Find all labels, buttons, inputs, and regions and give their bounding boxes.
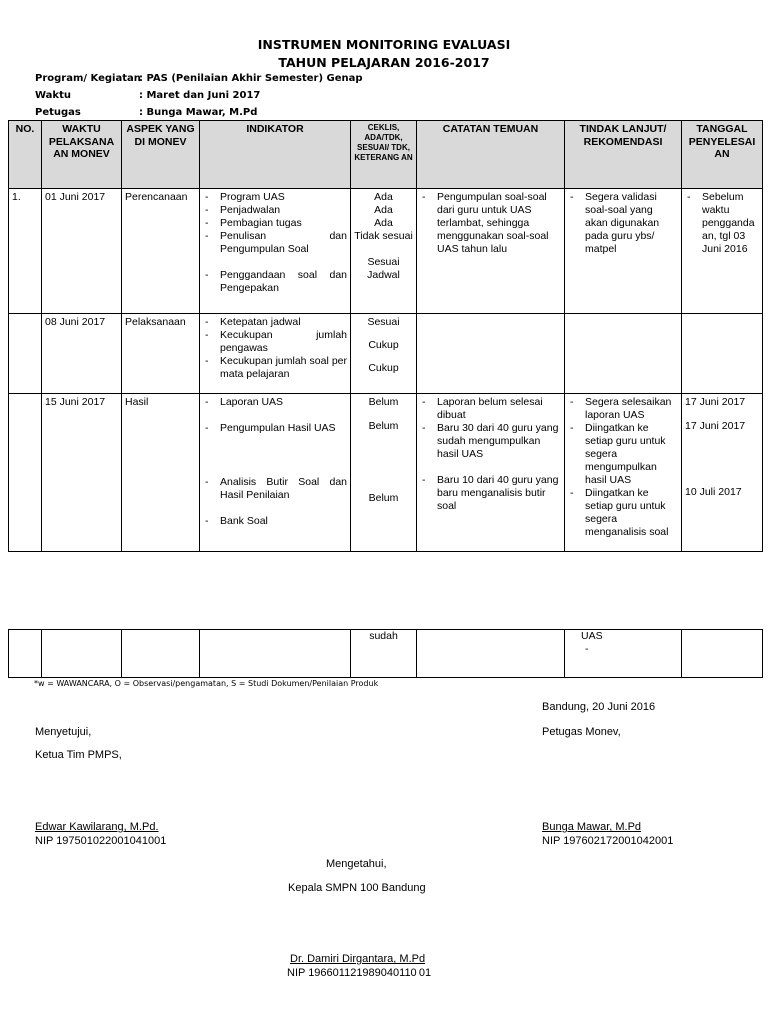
waktu-label: Waktu	[35, 90, 71, 101]
list-item: - Diingatkan ke setiap guru untuk segera mengumpulkan hasil UAS	[568, 422, 678, 487]
tanggal-value: 10 Juli 2017	[685, 486, 742, 498]
tanggal-value: 17 Juni 2017	[685, 396, 746, 408]
row1-catatan	[417, 189, 565, 314]
row1-tindak	[565, 189, 682, 314]
header-waktu: WAKTU PELAKSANA AN MONEV	[42, 121, 122, 189]
cont-no	[9, 630, 42, 678]
cont-tindak	[565, 630, 682, 678]
petugas-value: : Bunga Mawar, M.Pd	[139, 107, 258, 118]
list-item: - Penjadwalan	[203, 204, 347, 217]
list-item: - Kecukupan jumlah soal per mata pelajaran	[203, 355, 347, 381]
row3-tindak	[565, 394, 682, 552]
cont-aspek	[122, 630, 200, 678]
list-item: - Program UAS	[203, 191, 347, 204]
row3-catatan	[417, 394, 565, 552]
list-item: - Sebelum waktu pengganda an, tgl 03 Juni 2016	[685, 191, 759, 256]
cont-ceklis: sudah	[351, 630, 417, 678]
header-ceklis: CEKLIS, ADA/TDK, SESUAI/ TDK, KETERANG AN	[351, 121, 417, 189]
header-tanggal: TANGGAL PENYELESAI AN	[682, 121, 763, 189]
list-item: - Segera validasi soal-soal yang akan digunakan pada guru ybs/ matpel	[568, 191, 678, 256]
row1-indikator	[200, 189, 351, 314]
ceklis-value: Ada	[374, 191, 393, 203]
menyetujui: Menyetujui,	[35, 726, 92, 738]
list-item: - Laporan UAS	[203, 396, 347, 409]
header-indikator: INDIKATOR	[200, 121, 351, 189]
place-date: Bandung, 20 Juni 2016	[542, 701, 656, 713]
list-item: - Penggandaan soal dan Pengepakan	[203, 269, 347, 295]
row3-indikator	[200, 394, 351, 552]
ceklis-value: Belum	[368, 492, 399, 504]
document-subtitle: TAHUN PELAJARAN 2016-2017	[278, 55, 490, 70]
row2-ceklis	[351, 314, 417, 394]
row1-ceklis	[351, 189, 417, 314]
row2-no	[9, 314, 42, 394]
list-item: - Penulisan dan Pengumpulan Soal	[203, 230, 347, 256]
cont-tanggal	[682, 630, 763, 678]
list-item: - Pengumpulan Hasil UAS	[203, 422, 347, 435]
ceklis-value: Cukup	[368, 339, 399, 351]
list-item: - Baru 30 dari 40 guru yang sudah mengumpulkan hasil UAS	[420, 422, 561, 461]
cont-indikator	[200, 630, 351, 678]
list-item: - Pengumpulan soal-soal dari guru untuk UAS terlambat, sehingga menggunakan soal-soal UAS tahun lalu	[420, 191, 561, 256]
ceklis-value: Belum	[368, 420, 399, 432]
ceklis-value: Sesuai Jadwal	[367, 256, 400, 281]
row3-ceklis	[351, 394, 417, 552]
table-row	[9, 189, 763, 314]
list-item: - Laporan belum selesai dibuat	[420, 396, 561, 422]
list-item: - Kecukupan jumlah pengawas	[203, 329, 347, 355]
row3-waktu: 15 Juni 2017	[42, 394, 122, 552]
list-item: - Diingatkan ke setiap guru untuk segera menganalisis soal	[568, 487, 678, 539]
row2-waktu: 08 Juni 2017	[42, 314, 122, 394]
row3-aspek: Hasil	[122, 394, 200, 552]
row1-waktu: 01 Juni 2017	[42, 189, 122, 314]
row2-tindak	[565, 314, 682, 394]
list-item: - Baru 10 dari 40 guru yang baru menganalisis butir soal	[420, 474, 561, 513]
ceklis-value: Ada	[374, 217, 393, 229]
footnote: *w = WAWANCARA, O = Observasi/pengamatan, S = Studi Dokumen/Penilaian Produk	[34, 679, 379, 688]
list-item: - Bank Soal	[203, 515, 347, 528]
bottom-signer-nip: NIP 196601121989040110 01	[287, 967, 432, 979]
ceklis-value: Sesuai	[367, 316, 400, 328]
ceklis-value: Cukup	[368, 362, 399, 374]
list-item: - Segera selesaikan laporan UAS	[568, 396, 678, 422]
cont-tindak-dash: -	[585, 643, 589, 655]
table-row	[9, 314, 763, 394]
waktu-value: : Maret dan Juni 2017	[139, 90, 261, 101]
right-signer-name: Bunga Mawar, M.Pd	[542, 821, 642, 833]
cont-catatan	[417, 630, 565, 678]
table-header-row	[9, 121, 763, 189]
petugas-label: Petugas	[35, 107, 81, 118]
monitoring-table	[8, 120, 763, 552]
left-signer-nip: NIP 197501022001041001	[35, 835, 167, 847]
row2-catatan	[417, 314, 565, 394]
row3-no	[9, 394, 42, 552]
header-tindak-lanjut: TINDAK LANJUT/ REKOMENDASI	[565, 121, 682, 189]
row1-aspek: Perencanaan	[122, 189, 200, 314]
cont-waktu	[42, 630, 122, 678]
ketua-tim: Ketua Tim PMPS,	[35, 749, 122, 761]
right-signer-nip: NIP 197602172001042001	[542, 835, 674, 847]
list-item: - Analisis Butir Soal dan Hasil Penilaian	[203, 476, 347, 502]
table-row	[9, 394, 763, 552]
document-title: INSTRUMEN MONITORING EVALUASI	[257, 37, 511, 52]
header-aspek: ASPEK YANG DI MONEV	[122, 121, 200, 189]
petugas-monev: Petugas Monev,	[542, 726, 621, 738]
ceklis-value: Tidak sesuai	[354, 230, 413, 242]
kepala-sekolah: Kepala SMPN 100 Bandung	[288, 882, 426, 894]
row1-tanggal	[682, 189, 763, 314]
program-value: : PAS (Penilaian Akhir Semester) Genap	[139, 73, 363, 84]
left-signer-name: Edwar Kawilarang, M.Pd.	[35, 821, 159, 833]
row1-no: 1.	[9, 189, 42, 314]
continuation-table	[8, 629, 763, 678]
cont-tindak-text: UAS	[581, 630, 603, 642]
program-label: Program/ Kegiatan	[35, 73, 141, 84]
header-no: NO.	[9, 121, 42, 189]
ceklis-value: Ada	[374, 204, 393, 216]
bottom-signer-name: Dr. Damiri Dirgantara, M.Pd	[290, 953, 426, 965]
header-catatan: CATATAN TEMUAN	[417, 121, 565, 189]
mengetahui: Mengetahui,	[326, 858, 387, 870]
table-row	[9, 630, 763, 678]
tanggal-value: 17 Juni 2017	[685, 420, 746, 432]
list-item: - Pembagian tugas	[203, 217, 347, 230]
row2-tanggal	[682, 314, 763, 394]
row2-indikator	[200, 314, 351, 394]
row3-tanggal	[682, 394, 763, 552]
list-item: - Ketepatan jadwal	[203, 316, 347, 329]
ceklis-value: Belum	[368, 396, 399, 408]
row2-aspek: Pelaksanaan	[122, 314, 200, 394]
